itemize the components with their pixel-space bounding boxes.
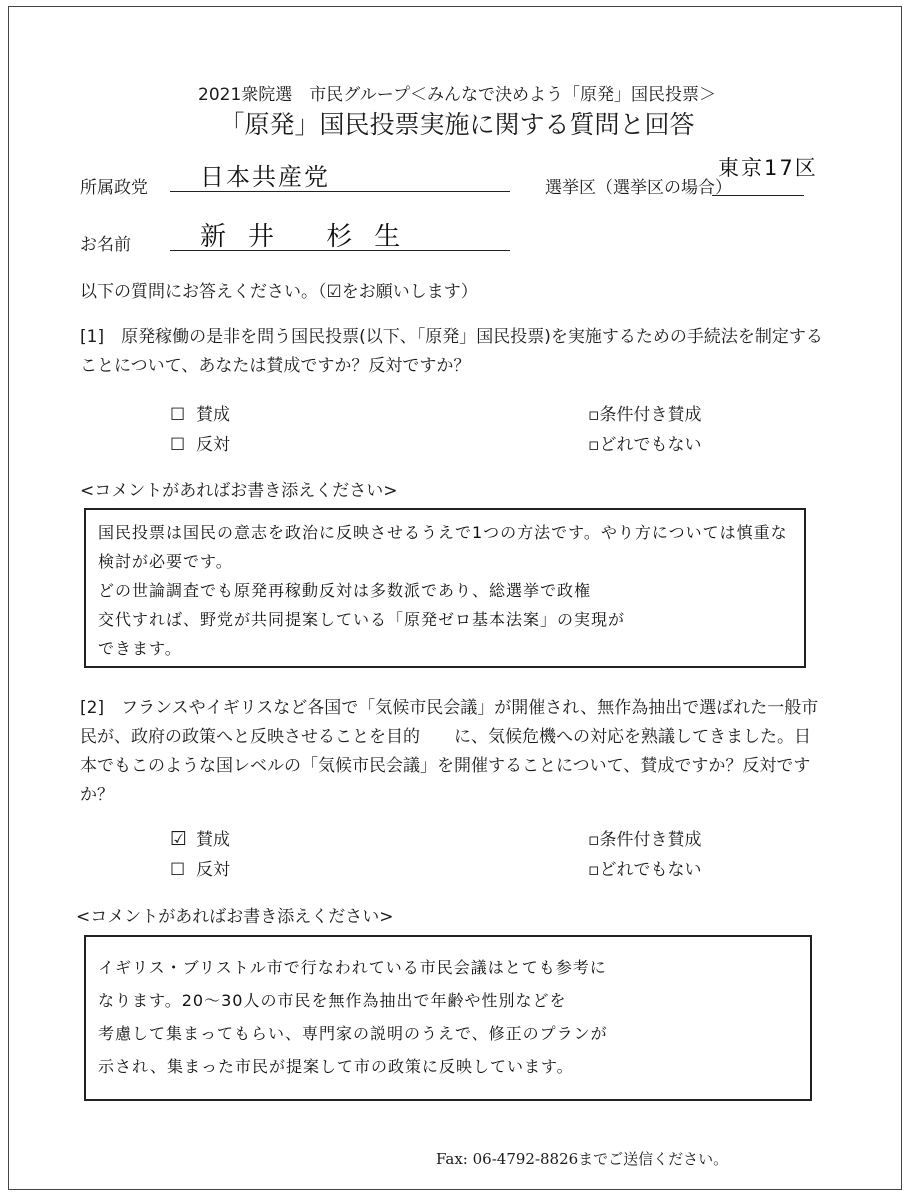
party-value: 日本共産党 xyxy=(200,163,330,191)
q2-option-no[interactable] xyxy=(170,855,230,880)
party-label: 所属政党 xyxy=(80,178,148,198)
q2-option-yes-label: 賛成 xyxy=(196,830,230,850)
page-title: 「原発」国民投票実施に関する質問と回答 xyxy=(219,110,695,139)
q2-option-no-label: 反対 xyxy=(196,860,230,880)
q1-option-yes[interactable] xyxy=(170,400,230,425)
checkbox-small-icon[interactable]: ▫ xyxy=(588,830,600,850)
name-underline xyxy=(170,250,510,251)
district-value: 東京17区 xyxy=(718,156,818,180)
q2-option-conditional-label: 条件付き賛成 xyxy=(599,830,702,850)
checkbox-small-icon[interactable]: ▫ xyxy=(588,435,600,455)
header-subtitle: 2021衆院選 市民グループ＜みんなで決めよう「原発」国民投票＞ xyxy=(198,85,716,105)
q2-comment-prompt: <コメントがあればお書き添えください> xyxy=(76,907,394,927)
checkbox-small-icon[interactable]: ▫ xyxy=(588,405,600,425)
q1-option-neither-label: どれでもない xyxy=(599,435,702,455)
q1-comment-line: 国民投票は国民の意志を政治に反映させるうえで1つの方法です。やり方については慎重な検討が必要です。 xyxy=(98,523,788,571)
checkbox-empty-icon[interactable]: ☐ xyxy=(170,860,186,880)
name-label: お名前 xyxy=(80,235,131,255)
district-label: 選挙区（選挙区の場合） xyxy=(545,178,732,198)
checkbox-empty-icon[interactable]: ☐ xyxy=(170,405,186,425)
q2-option-conditional[interactable] xyxy=(588,825,702,850)
q1-option-conditional[interactable] xyxy=(588,400,702,425)
party-underline xyxy=(170,191,510,192)
q1-comment-line: 交代すれば、野党が共同提案している「原発ゼロ基本法案」の実現が xyxy=(98,610,626,629)
q2-comment-line: 示され、集まった市民が提案して市の政策に反映しています。 xyxy=(98,1057,574,1076)
question-1-text: [1] 原発稼働の是非を問う国民投票(以下、「原発」国民投票)を実施するための手続法を制定することについて、あなたは賛成ですか？反対ですか？ xyxy=(80,327,823,376)
q1-comment-box xyxy=(84,508,806,668)
checkbox-small-icon[interactable]: ▫ xyxy=(588,860,600,880)
q1-option-no[interactable] xyxy=(170,430,230,455)
q1-option-conditional-label: 条件付き賛成 xyxy=(599,405,702,425)
q2-option-yes[interactable] xyxy=(170,825,230,850)
question-2-text: [2] フランスやイギリスなど各国で「気候市民会議」が開催され、無作為抽出で選ばれた一般市民が、政府の政策へと反映させることを目的 に、気候危機への対応を熟議してきました。日本でもこのような国レベルの「気候市民会議」を開催することについて、賛成ですか？反対ですか？ xyxy=(80,698,819,805)
fax-number: Fax: 06-4792-8826までご送信ください。 xyxy=(436,1150,729,1168)
instruction-text: 以下の質問にお答えください。（☑をお願いします） xyxy=(80,282,478,302)
district-underline xyxy=(712,195,804,196)
q2-option-neither[interactable] xyxy=(588,855,702,880)
q1-comment-prompt: <コメントがあればお書き添えください> xyxy=(80,481,398,501)
q1-option-no-label: 反対 xyxy=(196,435,230,455)
q2-comment-box xyxy=(84,935,812,1101)
q2-option-neither-label: どれでもない xyxy=(599,860,702,880)
checkbox-checked-icon[interactable]: ☑ xyxy=(170,828,188,850)
checkbox-empty-icon[interactable]: ☐ xyxy=(170,435,186,455)
q2-comment-line: イギリス・ブリストル市で行なわれている市民会議はとても参考に xyxy=(98,958,607,977)
q1-option-neither[interactable] xyxy=(588,430,702,455)
q1-option-yes-label: 賛成 xyxy=(196,405,230,425)
q2-comment-line: なります。20～30人の市民を無作為抽出で年齢や性別などを xyxy=(98,991,567,1010)
name-value: 新井 杉生 xyxy=(200,222,423,252)
q1-comment-line: できます。 xyxy=(98,639,182,658)
q2-comment-line: 考慮して集まってもらい、専門家の説明のうえで、修正のプランが xyxy=(98,1024,608,1043)
q1-comment-line: どの世論調査でも原発再稼動反対は多数派であり、総選挙で政権 xyxy=(98,581,592,600)
